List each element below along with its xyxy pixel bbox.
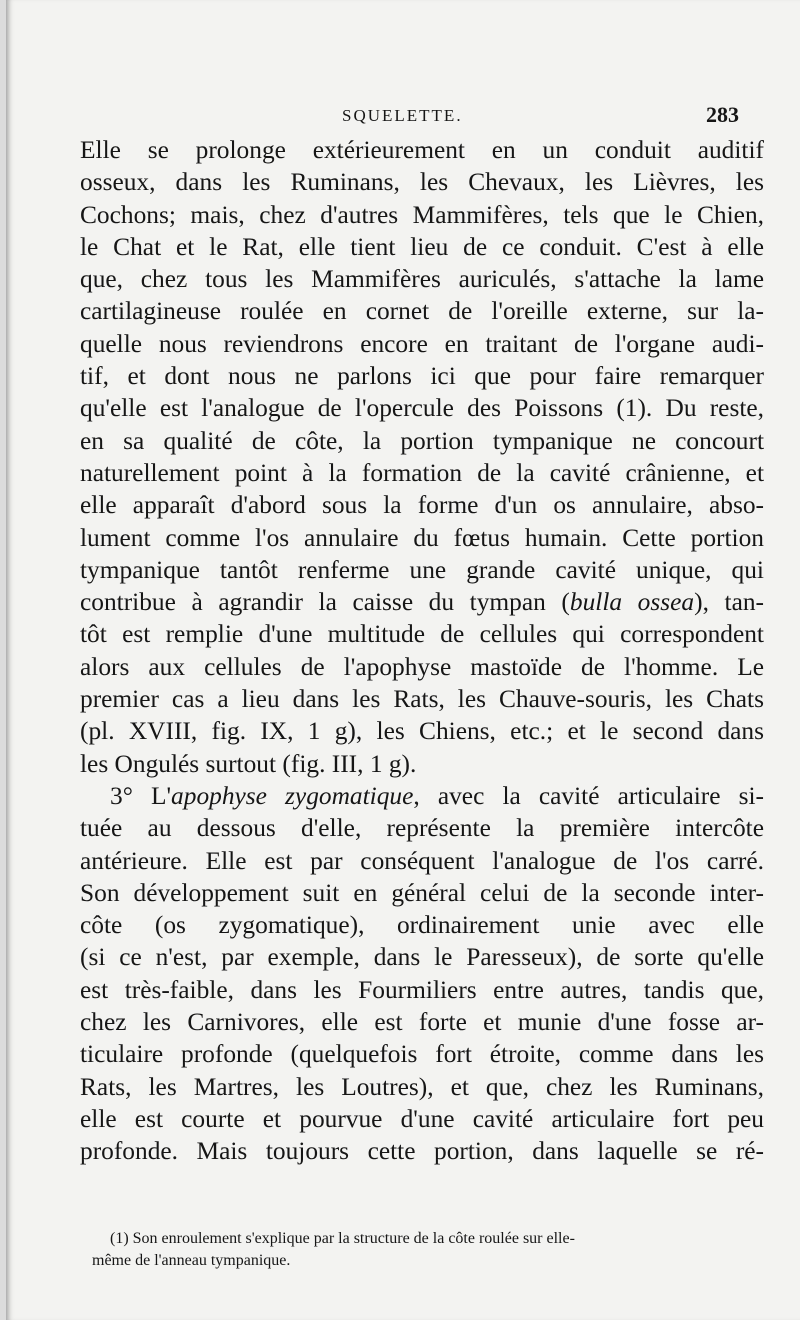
text-line: elle apparaît d'abord sous la forme d'un os annulaire, abso- xyxy=(80,491,764,520)
footnote-line: (1) Son enroulement s'explique par la structure de la côte roulée sur elle- xyxy=(110,1230,575,1247)
text-line: que, chez tous les Mammifères auriculés, s'attache la lame xyxy=(80,265,764,294)
text-line-with-italic xyxy=(80,586,764,618)
text-segment: , avec la cavité articulaire si- xyxy=(413,781,764,810)
text-line: naturellement point à la formation de la cavité crânienne, et xyxy=(80,458,764,487)
text-line: tuée au dessous d'elle, représente la première intercôte xyxy=(80,814,764,843)
text-line: Rats, les Martres, les Loutres), et que, chez les Ruminans, xyxy=(80,1072,764,1101)
italic-term: apophyse zygomatique xyxy=(171,781,414,810)
text-line: tif, et dont nous ne parlons ici que pour faire remarquer xyxy=(80,362,764,391)
footnote-line: même de l'anneau tympanique. xyxy=(92,1252,291,1269)
text-segment: contribue à agrandir la caisse du tympan ( xyxy=(80,588,570,617)
footnote xyxy=(92,1228,766,1272)
running-head xyxy=(6,102,800,132)
text-line: ticulaire profonde (quelquefois fort étroite, comme dans les xyxy=(80,1040,764,1069)
italic-term: bulla ossea xyxy=(569,588,695,617)
text-line: les Ongulés surtout (fig. III, 1 g). xyxy=(80,749,417,778)
text-line: Elle se prolonge extérieurement en un conduit auditif xyxy=(80,136,764,164)
page-number: 283 xyxy=(706,102,739,127)
text-line: chez les Carnivores, elle est forte et munie d'une fosse ar- xyxy=(80,1008,764,1037)
text-line: Cochons; mais, chez d'autres Mammifères, tels que le Chien, xyxy=(80,200,764,229)
text-line: (si ce n'est, par exemple, dans le Paresseux), de sorte qu'elle xyxy=(80,943,764,972)
text-line: tympanique tantôt renferme une grande cavité unique, qui xyxy=(80,555,764,584)
text-line: premier cas a lieu dans les Rats, les Chauve-souris, les Chats xyxy=(80,685,764,714)
text-line: (pl. XVIII, fig. IX, 1 g), les Chiens, etc.; et le second dans xyxy=(80,717,764,746)
text-line: alors aux cellules de l'apophyse mastoïde de l'homme. Le xyxy=(80,652,764,681)
text-line: est très-faible, dans les Fourmiliers entre autres, tandis que, xyxy=(80,975,764,1004)
text-line: cartilagineuse roulée en cornet de l'oreille externe, sur la- xyxy=(80,297,764,326)
paragraph-start-line xyxy=(80,780,764,812)
text-line: le Chat et le Rat, elle tient lieu de ce conduit. C'est à elle xyxy=(80,232,764,261)
text-segment: 3° L' xyxy=(110,781,172,810)
text-line: quelle nous reviendrons encore en traitant de l'organe audi- xyxy=(80,329,764,358)
text-line: en sa qualité de côte, la portion tympanique ne concourt xyxy=(80,426,764,455)
text-line: antérieure. Elle est par conséquent l'analogue de l'os carré. xyxy=(80,846,764,875)
text-line: osseux, dans les Ruminans, les Chevaux, les Lièvres, les xyxy=(80,168,764,197)
body-text xyxy=(80,134,764,1168)
text-line: Son développement suit en général celui de la seconde inter- xyxy=(80,878,764,907)
text-line: elle est courte et pourvue d'une cavité articulaire fort peu xyxy=(80,1104,764,1133)
text-line: profonde. Mais toujours cette portion, dans laquelle se ré- xyxy=(80,1137,764,1166)
book-page xyxy=(6,0,800,1320)
text-line: lument comme l'os annulaire du fœtus humain. Cette portion xyxy=(80,523,764,552)
running-head-title: SQUELETTE. xyxy=(342,106,463,125)
text-line: tôt est remplie d'une multitude de cellules qui correspondent xyxy=(80,620,764,649)
text-line: qu'elle est l'analogue de l'opercule des Poissons (1). Du reste, xyxy=(80,394,764,423)
text-line: côte (os zygomatique), ordinairement unie avec elle xyxy=(80,911,764,940)
text-segment: ), tan- xyxy=(694,588,764,617)
